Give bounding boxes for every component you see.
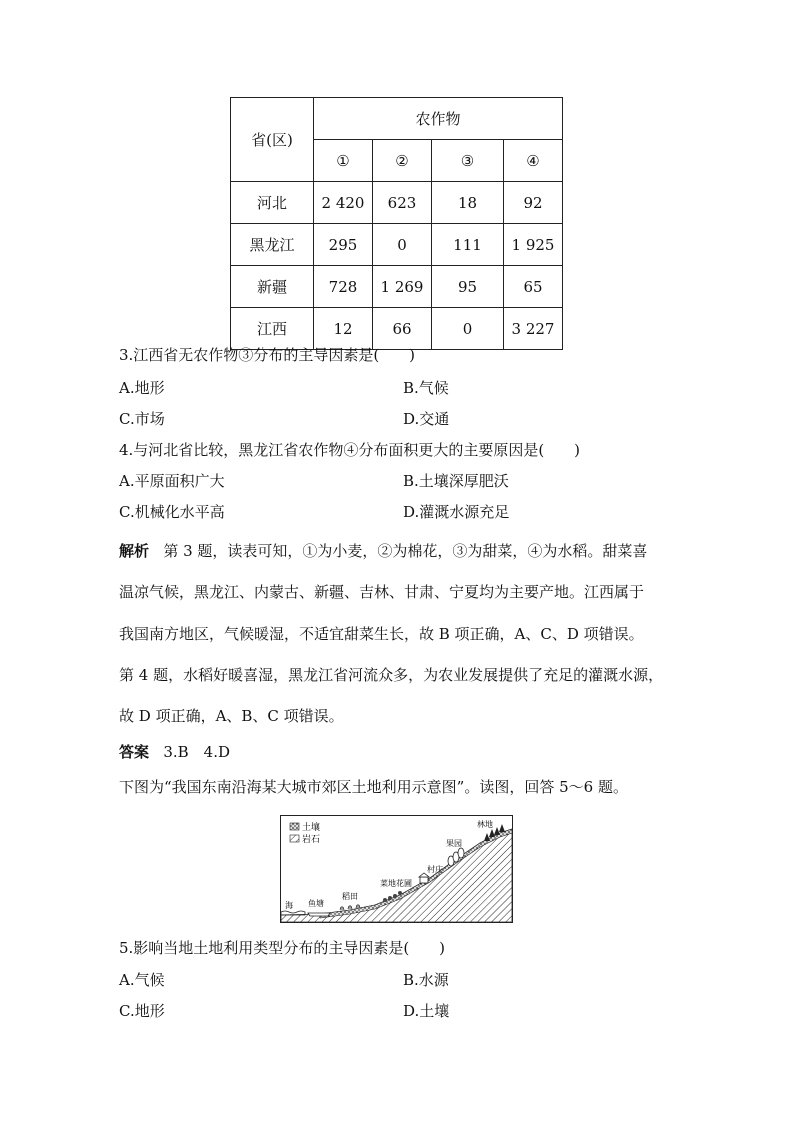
label-veg-flower: 菜地花圃 [380, 879, 412, 888]
table-cell: 3 227 [504, 308, 563, 350]
question-3-option-d: D.交通 [403, 410, 450, 428]
table-cell: 12 [314, 308, 373, 350]
fish-pond-shape [308, 913, 330, 916]
analysis-line: 温凉气候，黑龙江、内蒙古、新疆、吉林、甘肃、宁夏均为主要产地。江西属于 [119, 583, 645, 601]
column-header: ② [373, 140, 432, 182]
province-header: 省(区) [231, 98, 314, 182]
table-row [231, 266, 563, 308]
legend-rock-label: 岩石 [302, 835, 321, 845]
row-name: 新疆 [231, 266, 314, 308]
table-cell: 111 [432, 224, 504, 266]
column-header: ① [314, 140, 373, 182]
row-name: 江西 [231, 308, 314, 350]
question-5-option-d: D.土壤 [403, 1002, 450, 1020]
table-cell: 728 [314, 266, 373, 308]
analysis-paragraph [119, 541, 647, 561]
question-4-stem: 4.与河北省比较，黑龙江省农作物④分布面积更大的主要原因是( ) [119, 441, 581, 459]
crop-area-table [230, 97, 563, 350]
table-row [231, 182, 563, 224]
table-cell: 0 [373, 224, 432, 266]
crop-group-header: 农作物 [314, 98, 563, 140]
question-4-option-d: D.灌溉水源充足 [403, 503, 510, 521]
table-cell: 65 [504, 266, 563, 308]
question-3-option-c: C.市场 [119, 410, 165, 428]
analysis-line: 第 3 题，读表可知，①为小麦，②为棉花，③为甜菜，④为水稻。甜菜喜 [163, 542, 648, 560]
table-cell: 295 [314, 224, 373, 266]
question-4-option-b: B.土壤深厚肥沃 [403, 472, 509, 490]
table-row [231, 308, 563, 350]
table-cell: 92 [504, 182, 563, 224]
question-3-option-b: B.气候 [403, 379, 449, 397]
table-cell: 2 420 [314, 182, 373, 224]
table-row [231, 224, 563, 266]
table-cell: 95 [432, 266, 504, 308]
label-village: 村庄 [427, 865, 443, 874]
label-rice: 稻田 [342, 892, 358, 901]
question-5-option-b: B.水源 [403, 971, 449, 989]
analysis-line: 第 4 题，水稻好暖喜湿，黑龙江省河流众多，为农业发展提供了充足的灌溉水源， [119, 666, 664, 684]
land-use-diagram [280, 815, 513, 923]
label-sea: 海 [285, 901, 293, 910]
question-3-stem: 3.江西省无农作物③分布的主导因素是( ) [119, 346, 416, 364]
legend-soil-swatch [290, 823, 299, 830]
label-forest: 林地 [477, 820, 493, 829]
table-cell: 0 [432, 308, 504, 350]
label-orchard: 果园 [446, 839, 462, 848]
column-header: ④ [504, 140, 563, 182]
question-4-option-c: C.机械化水平高 [119, 503, 225, 521]
question-3-option-a: A.地形 [119, 379, 165, 397]
legend-rock-swatch [290, 835, 299, 842]
question-4-option-a: A.平原面积广大 [119, 472, 225, 490]
answer-text: 3.B 4.D [163, 743, 231, 761]
table-cell: 1 925 [504, 224, 563, 266]
row-name: 河北 [231, 182, 314, 224]
label-fish-pond: 鱼塘 [308, 899, 324, 908]
row-name: 黑龙江 [231, 224, 314, 266]
question-5-stem: 5.影响当地土地利用类型分布的主导因素是( ) [119, 939, 446, 957]
table-cell: 66 [373, 308, 432, 350]
answer-label: 答案 [119, 743, 150, 761]
question-5-option-c: C.地形 [119, 1002, 165, 1020]
table-cell: 1 269 [373, 266, 432, 308]
answer-line [119, 742, 230, 762]
analysis-label: 解析 [119, 542, 150, 560]
table-cell: 623 [373, 182, 432, 224]
diagram-intro: 下图为“我国东南沿海某大城市郊区土地利用示意图”。读图，回答 5～6 题。 [119, 778, 628, 796]
legend-soil-label: 土壤 [302, 823, 321, 833]
analysis-line: 我国南方地区，气候暖湿，不适宜甜菜生长，故 B 项正确，A、C、D 项错误。 [119, 625, 644, 643]
column-header: ③ [432, 140, 504, 182]
table-cell: 18 [432, 182, 504, 224]
analysis-line: 故 D 项正确，A、B、C 项错误。 [119, 707, 344, 725]
question-5-option-a: A.气候 [119, 971, 165, 989]
